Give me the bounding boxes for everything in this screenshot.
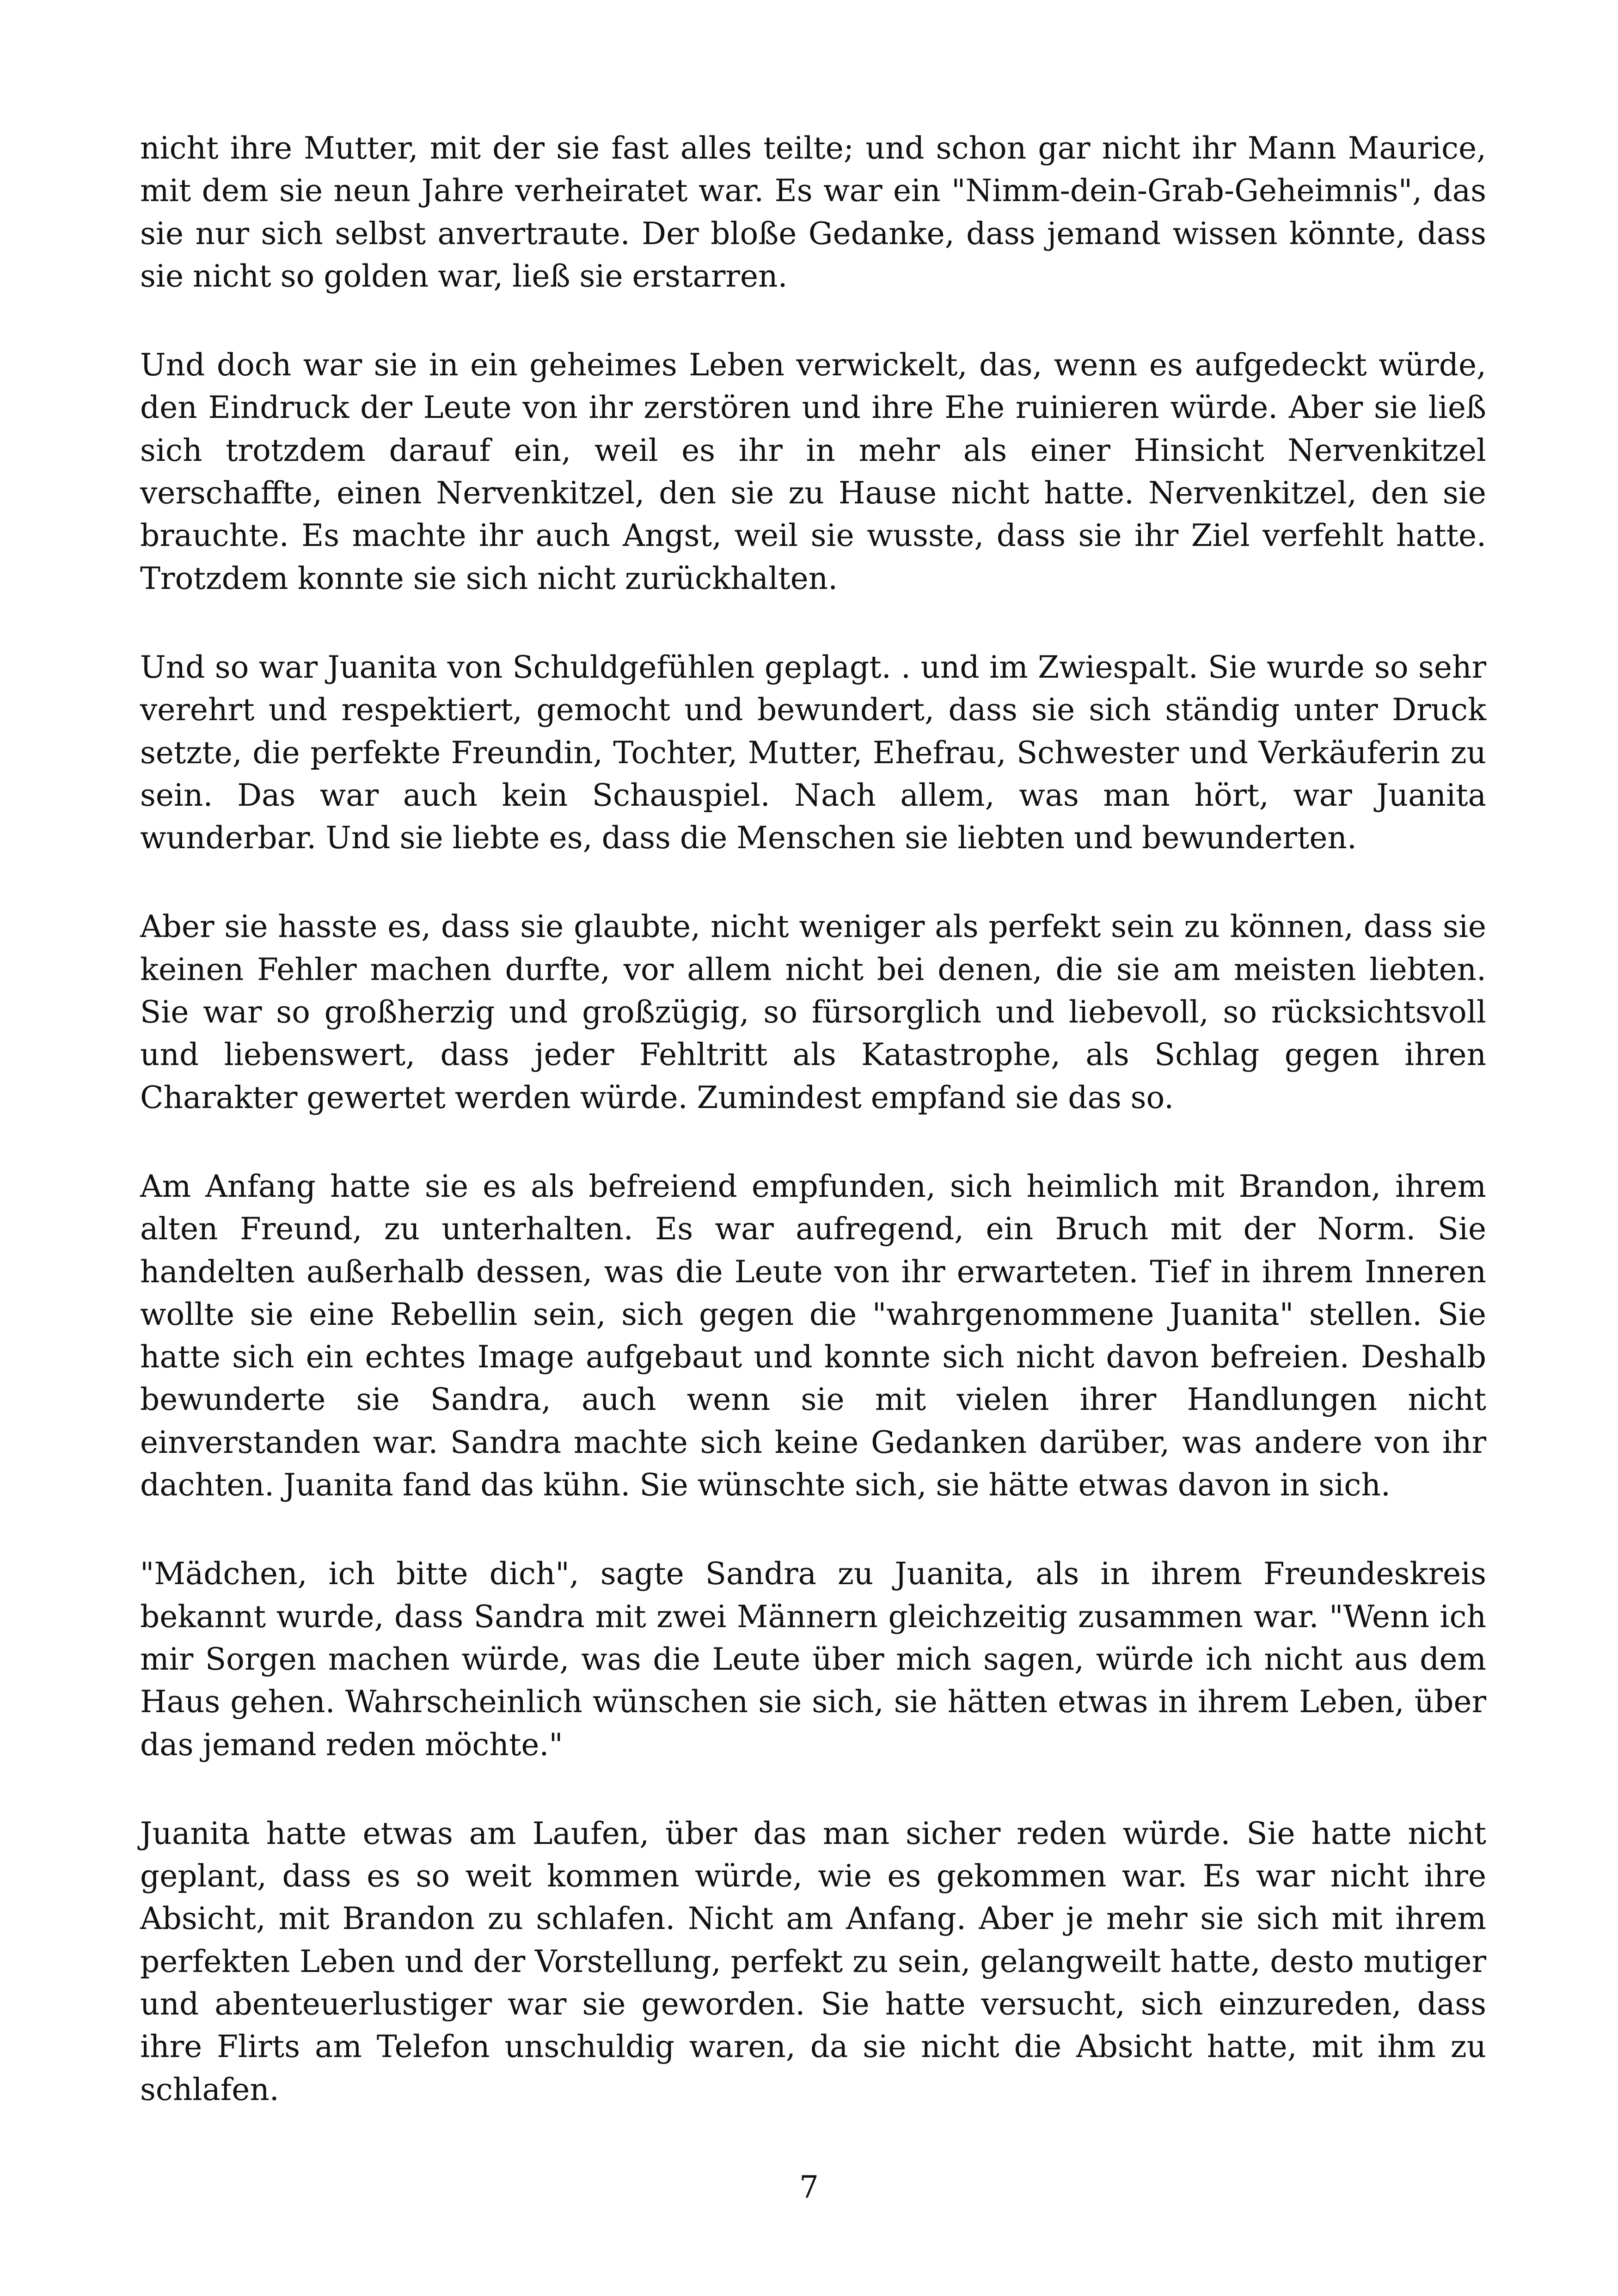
paragraph-2: Und doch war sie in ein geheimes Leben verwickelt, das, wenn es aufgedeckt würde, den Eindruck der Leute von ihr zerstören und ihre Ehe ruinieren würde. Aber sie ließ sich trotzdem darauf ein, weil es ihr in mehr als einer Hinsicht Nervenkitzel verschaffte, einen Nervenkitzel, den sie zu Hause nicht hatte. Nervenkitzel, den sie brauchte. Es machte ihr auch Angst, weil sie wusste, dass sie ihr Ziel verfehlt hatte. Trotzdem konnte sie sich nicht zurückhalten. xyxy=(140,347,1486,596)
page-number: 7 xyxy=(799,2169,819,2205)
paragraph-7: Juanita hatte etwas am Laufen, über das man sicher reden würde. Sie hatte nicht geplant, dass es so weit kommen würde, wie es gekommen war. Es war nicht ihre Absicht, mit Brandon zu schlafen. Nicht am Anfang. Aber je mehr sie sich mit ihrem perfekten Leben und der Vorstellung, perfekt zu sein, gelangweilt hatte, desto mutiger und abenteuerlustiger war sie geworden. Sie hatte versucht, sich einzureden, dass ihre Flirts am Telefon unschuldig waren, da sie nicht die Absicht hatte, mit ihm zu schlafen. xyxy=(140,1815,1486,2107)
paragraph-1: nicht ihre Mutter, mit der sie fast alles teilte; und schon gar nicht ihr Mann Maurice, mit dem sie neun Jahre verheiratet war. Es war ein "Nimm-dein-Grab-Geheimnis", das sie nur sich selbst anvertraute. Der bloße Gedanke, dass jemand wissen könnte, dass sie nicht so golden war, ließ sie erstarren. xyxy=(140,130,1486,294)
paragraph-4: Aber sie hasste es, dass sie glaubte, nicht weniger als perfekt sein zu können, dass sie keinen Fehler machen durfte, vor allem nicht bei denen, die sie am meisten liebten. Sie war so großherzig und großzügig, so fürsorglich und liebevoll, so rücksichtsvoll und liebenswert, dass jeder Fehltritt als Katastrophe, als Schlag gegen ihren Charakter gewertet werden würde. Zumindest empfand sie das so. xyxy=(140,909,1486,1115)
paragraph-6: "Mädchen, ich bitte dich", sagte Sandra zu Juanita, als in ihrem Freundeskreis bekannt wurde, dass Sandra mit zwei Männern gleichzeitig zusammen war. "Wenn ich mir Sorgen machen würde, was die Leute über mich sagen, würde ich nicht aus dem Haus gehen. Wahrscheinlich wünschen sie sich, sie hätten etwas in ihrem Leben, über das jemand reden möchte." xyxy=(140,1556,1486,1763)
paragraph-5: Am Anfang hatte sie es als befreiend empfunden, sich heimlich mit Brandon, ihrem alten Freund, zu unterhalten. Es war aufregend, ein Bruch mit der Norm. Sie handelten außerhalb dessen, was die Leute von ihr erwarteten. Tief in ihrem Inneren wollte sie eine Rebellin sein, sich gegen die "wahrgenommene Juanita" stellen. Sie hatte sich ein echtes Image aufgebaut und konnte sich nicht davon befreien. Deshalb bewunderte sie Sandra, auch wenn sie mit vielen ihrer Handlungen nicht einverstanden war. Sandra machte sich keine Gedanken darüber, was andere von ihr dachten. Juanita fand das kühn. Sie wünschte sich, sie hätte etwas davon in sich. xyxy=(140,1168,1486,1503)
page-body xyxy=(140,127,1486,2111)
paragraph-3: Und so war Juanita von Schuldgefühlen geplagt. . und im Zwiespalt. Sie wurde so sehr verehrt und respektiert, gemocht und bewundert, dass sie sich ständig unter Druck setzte, die perfekte Freundin, Tochter, Mutter, Ehefrau, Schwester und Verkäuferin zu sein. Das war auch kein Schauspiel. Nach allem, was man hört, war Juanita wunderbar. Und sie liebte es, dass die Menschen sie liebten und bewunderten. xyxy=(140,649,1486,856)
